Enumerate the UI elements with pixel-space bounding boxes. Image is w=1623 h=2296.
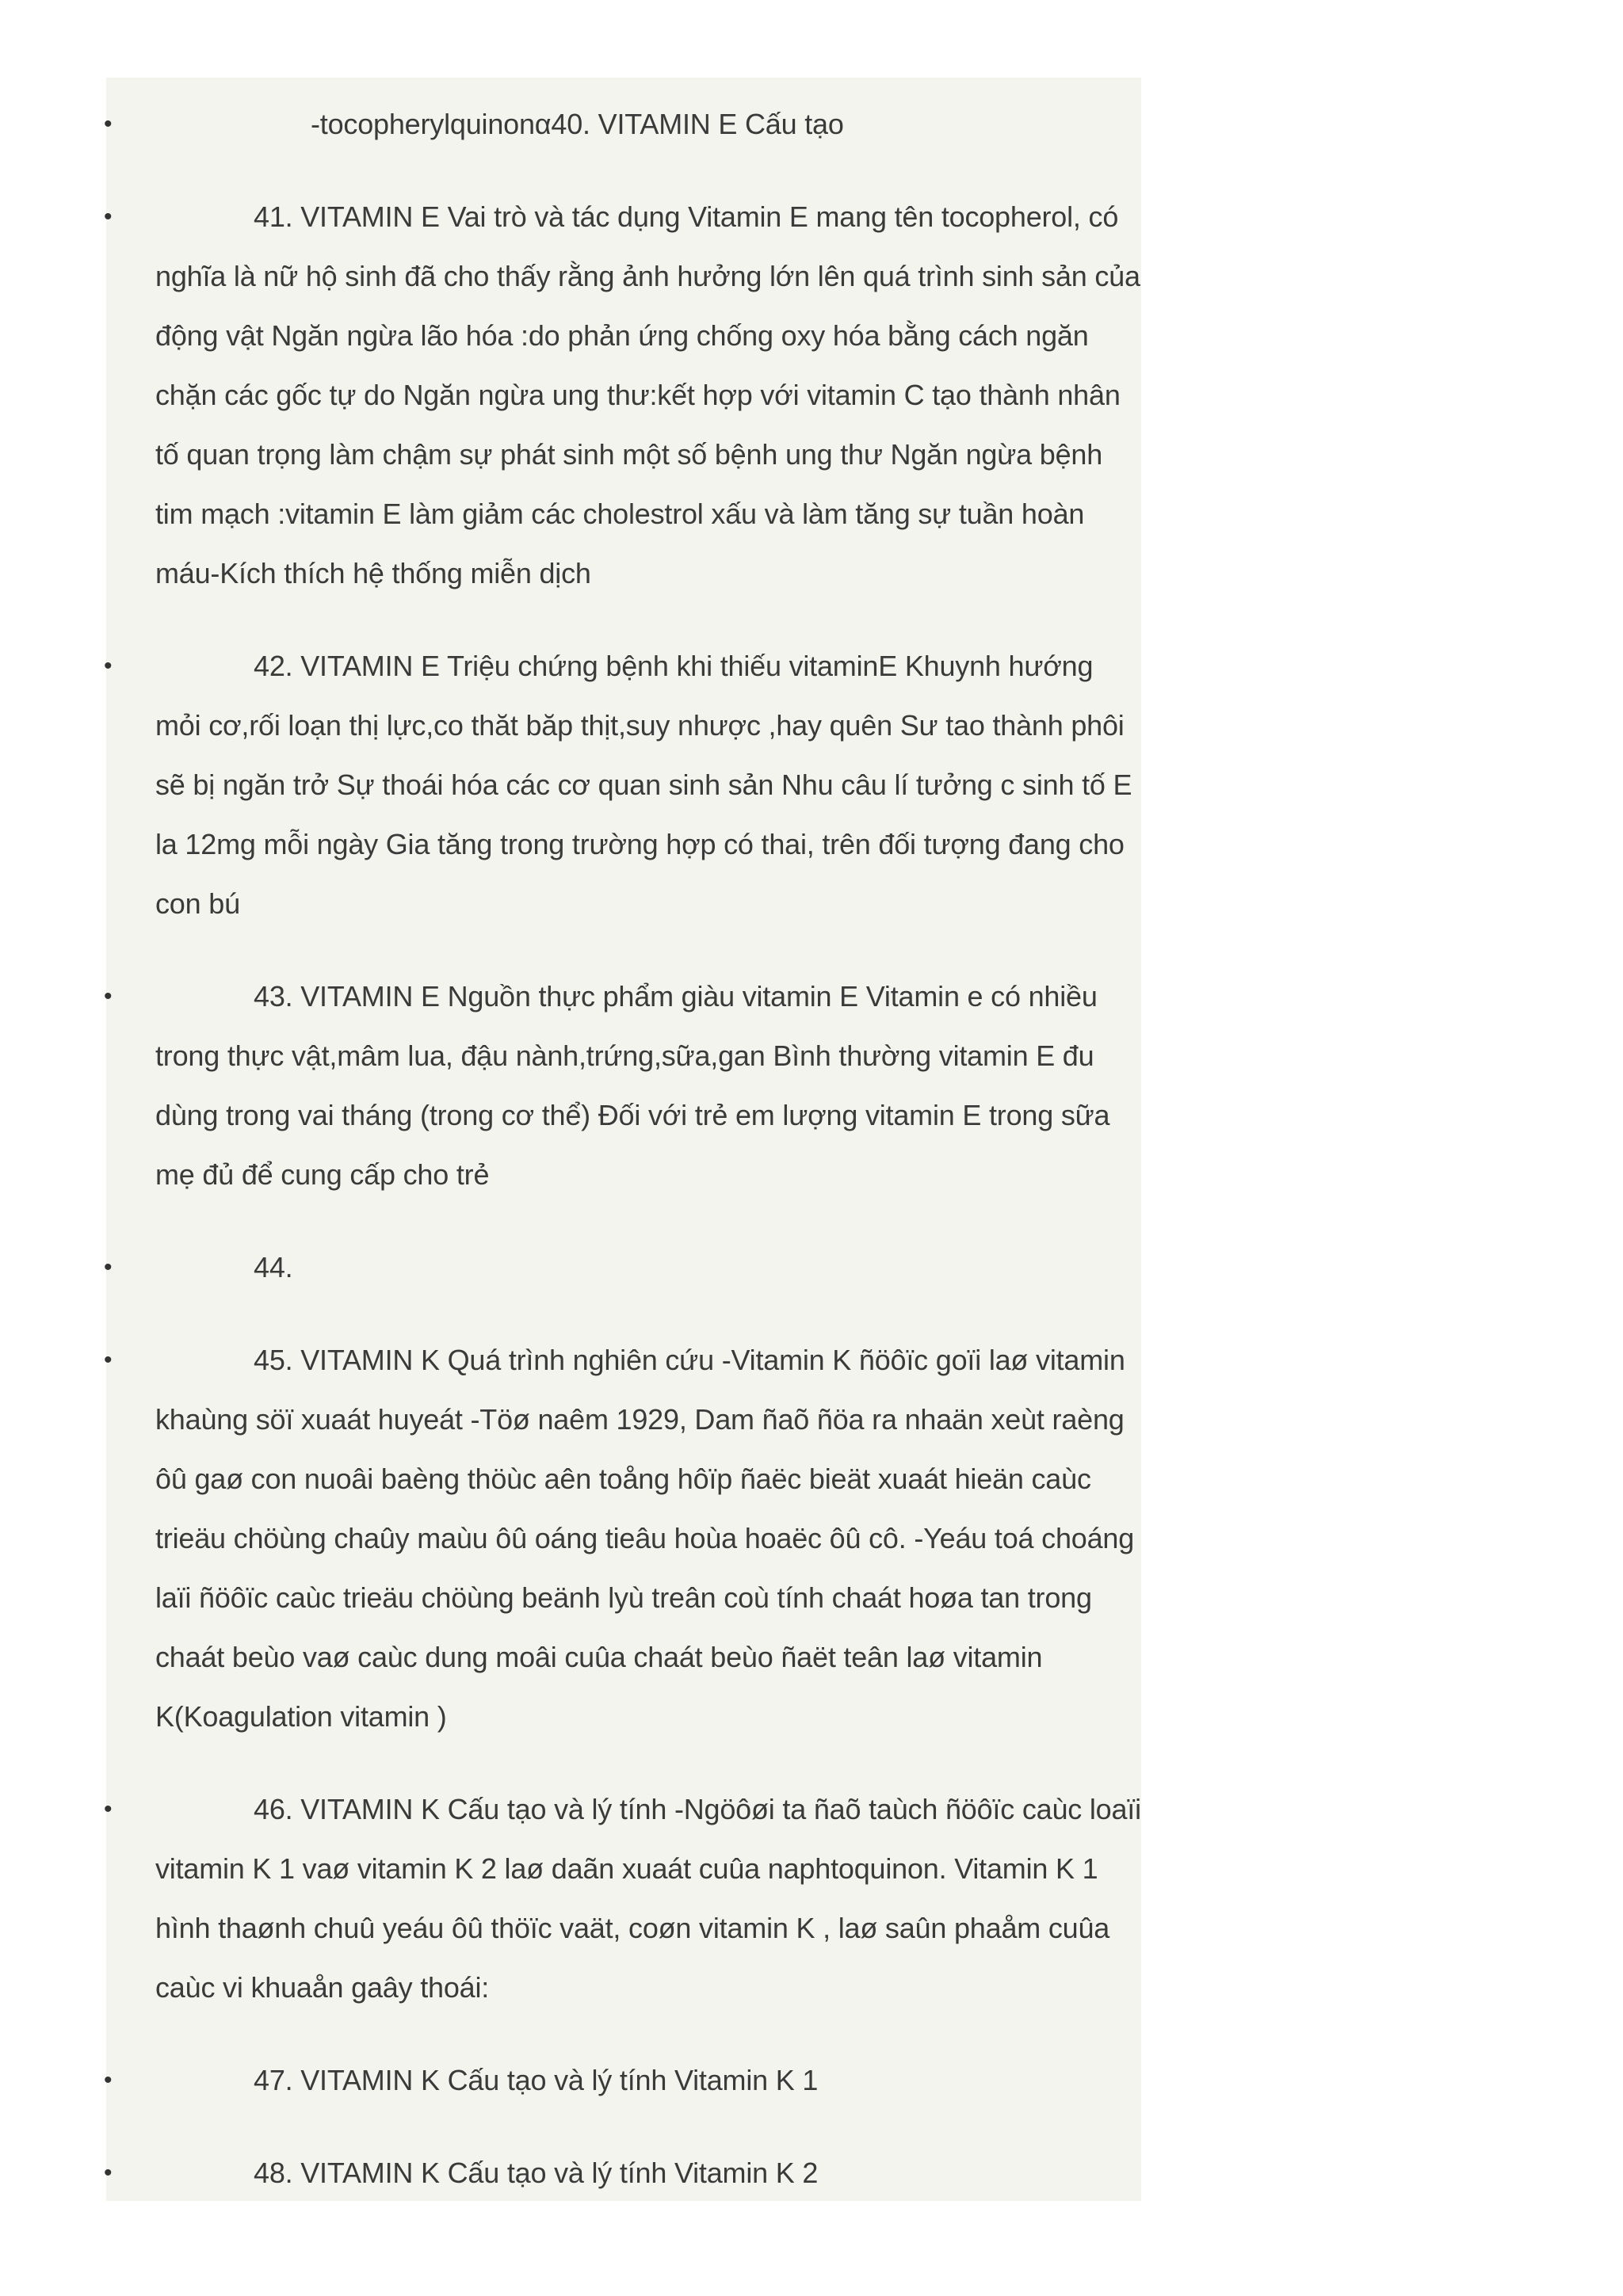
list-item-text: 44. (254, 1251, 293, 1283)
bullet-icon: • (104, 1796, 113, 1822)
list-item (106, 2143, 1141, 2203)
bullet-icon: • (104, 111, 113, 137)
list-item (106, 1330, 1141, 1746)
bullet-icon: • (104, 983, 113, 1009)
list-item-text: 45. VITAMIN K Quá trình nghiên cứu -Vitamin K ñöôïc goïi laø vitamin khaùng söï xuaát huyeát -Töø naêm 1929, Dam ñaõ ñöa ra nhaän xeùt raèng ôû gaø con nuoâi baèng thöùc aên toång hôïp ñaëc bieät xuaát hieän caùc trieäu chöùng chaûy maùu ôû oáng tieâu hoùa hoaëc ôû cô. -Yeáu toá choáng laïi ñöôïc caùc trieäu chöùng beänh lyù treân coù tính chaát hoøa tan trong chaát beùo vaø caùc dung moâi cuûa chaát beùo ñaët teân laø vitamin K(Koagulation vitamin ) (155, 1344, 1135, 1733)
bullet-icon: • (104, 1347, 113, 1373)
bullet-icon: • (104, 1254, 113, 1280)
bullet-list (106, 78, 1141, 2203)
bullet-icon: • (104, 653, 113, 679)
list-item (106, 967, 1141, 1204)
list-item-text: 46. VITAMIN K Cấu tạo và lý tính -Ngöôøi ta ñaõ taùch ñöôïc caùc loaïi vitamin K 1 vaø vitamin K 2 laø daãn xuaát cuûa naphtoquinon. Vitamin K 1 hình thaønh chuû yeáu ôû thöïc vaät, coøn vitamin K , laø saûn phaåm cuûa caùc vi khuaån gaây thoái: (155, 1793, 1141, 2004)
list-item (106, 1238, 1141, 1297)
bullet-icon: • (104, 2067, 113, 2093)
list-item (106, 2050, 1141, 2110)
bullet-icon: • (104, 2160, 113, 2186)
list-item-text: 43. VITAMIN E Nguồn thực phẩm giàu vitamin E Vitamin e có nhiều trong thực vật,mâm lua, đậu nành,trứng,sữa,gan Bình thường vitamin E đu dùng trong vai tháng (trong cơ thể) Đối với trẻ em lượng vitamin E trong sữa mẹ đủ để cung cấp cho trẻ (155, 980, 1110, 1191)
list-item-text: 41. VITAMIN E Vai trò và tác dụng Vitamin E mang tên tocopherol, có nghĩa là nữ hộ sinh đã cho thấy rằng ảnh hưởng lớn lên quá trình sinh sản của động vật Ngăn ngừa lão hóa :do phản ứng chống oxy hóa bằng cách ngăn chặn các gốc tự do Ngăn ngừa ung thư:kết hợp với vitamin C tạo thành nhân tố quan trọng làm chậm sự phát sinh một số bệnh ung thư Ngăn ngừa bệnh tim mạch :vitamin E làm giảm các cholestrol xấu và làm tăng sự tuần hoàn máu-Kích thích hệ thống miễn dịch (155, 200, 1140, 589)
list-item (106, 94, 1141, 154)
list-item (106, 1779, 1141, 2017)
list-item-text: 48. VITAMIN K Cấu tạo và lý tính Vitamin K 2 (254, 2157, 819, 2189)
list-item (106, 636, 1141, 933)
list-item-text: -tocopherylquinonα40. VITAMIN E Cấu tạo (311, 108, 844, 140)
list-item (106, 187, 1141, 603)
list-item-text: 47. VITAMIN K Cấu tạo và lý tính Vitamin K 1 (254, 2064, 819, 2096)
list-item-text: 42. VITAMIN E Triệu chứng bệnh khi thiếu vitaminE Khuynh hướng mỏi cơ,rối loạn thị lực,co thăt băp thịt,suy nhược ,hay quên Sư tao thành phôi sẽ bị ngăn trở Sự thoái hóa các cơ quan sinh sản Nhu câu lí tưởng c sinh tố E la 12mg mỗi ngày Gia tăng trong trường hợp có thai, trên đối tượng đang cho con bú (155, 650, 1132, 920)
bullet-icon: • (104, 204, 113, 230)
